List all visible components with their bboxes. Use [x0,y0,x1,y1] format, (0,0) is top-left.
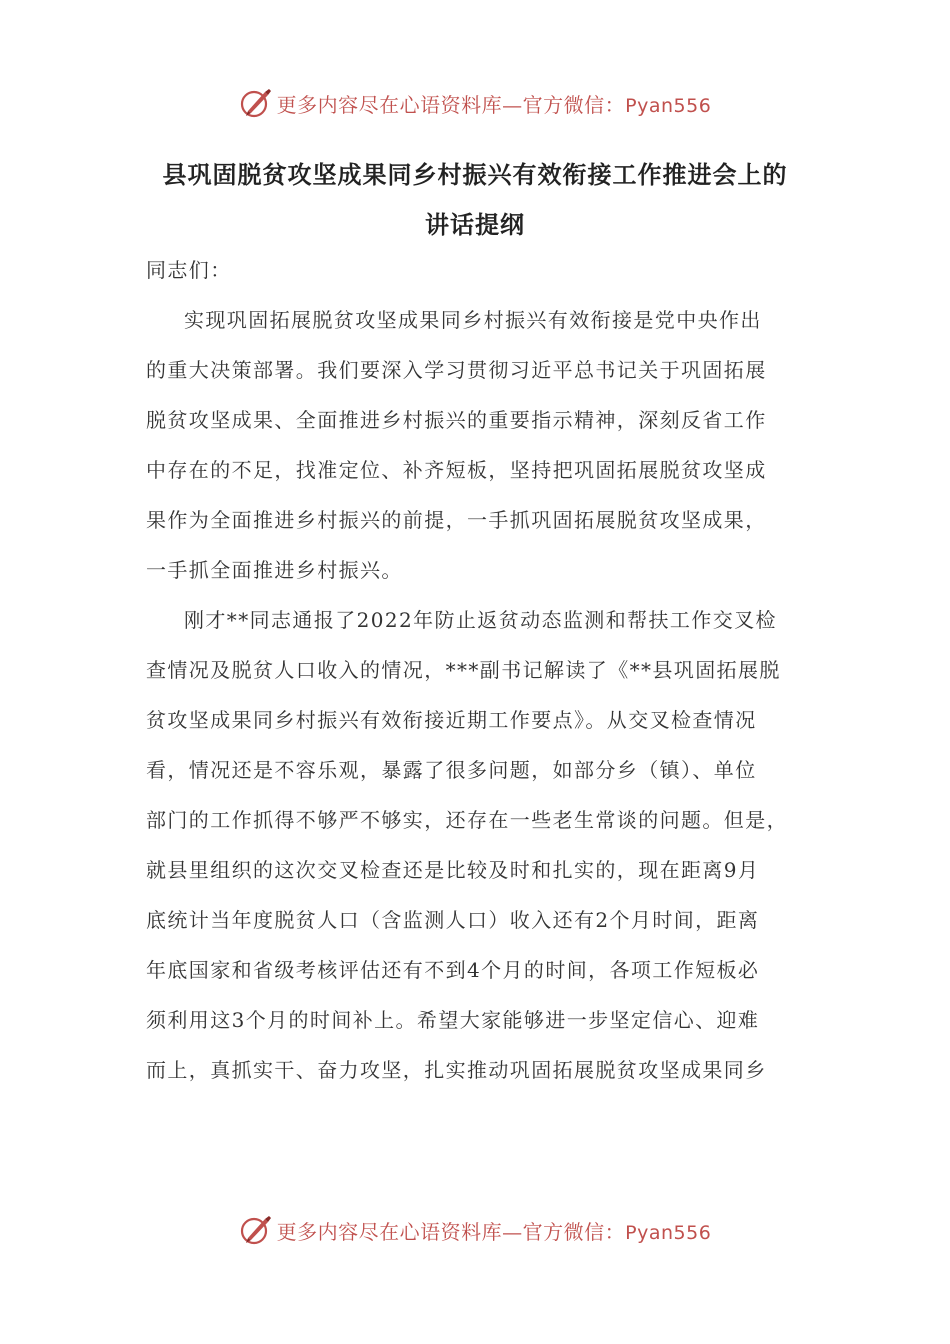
paragraph-line: 查情况及脱贫人口收入的情况，***副书记解读了《**县巩固拓展脱 [146,658,781,682]
paragraph-line: 实现巩固拓展脱贫攻坚成果同乡村振兴有效衔接是党中央作出 [184,308,762,332]
title-line-2: 讲话提纲 [425,210,525,239]
watermark-text: 更多内容尽在心语资料库—官方微信：Pyan556 [276,1219,712,1244]
paragraph-line: 而上，真抓实干、奋力攻坚，扎实推动巩固拓展脱贫攻坚成果同乡 [146,1058,767,1082]
pen-circle-icon [239,86,273,120]
paragraph-line: 刚才**同志通报了2022年防止返贫动态监测和帮扶工作交叉检 [184,608,777,632]
paragraph-line: 底统计当年度脱贫人口（含监测人口）收入还有2个月时间，距离 [146,908,760,932]
paragraph-line: 就县里组织的这次交叉检查还是比较及时和扎实的，现在距离9月 [146,858,760,882]
watermark-text: 更多内容尽在心语资料库—官方微信：Pyan556 [276,92,712,117]
pen-circle-icon [239,1213,273,1247]
paragraph-line: 果作为全面推进乡村振兴的前提，一手抓巩固拓展脱贫攻坚成果， [146,508,767,532]
paragraph-line: 一手抓全面推进乡村振兴。 [146,558,403,582]
document-title [145,150,805,250]
paragraph-line: 贫攻坚成果同乡村振兴有效衔接近期工作要点》。从交叉检查情况 [146,708,757,732]
paragraph-line: 年底国家和省级考核评估还有不到4个月的时间，各项工作短板必 [146,958,760,982]
paragraph-line: 须利用这3个月的时间补上。希望大家能够进一步坚定信心、迎难 [146,1008,760,1032]
paragraph-line: 的重大决策部署。我们要深入学习贯彻习近平总书记关于巩固拓展 [146,358,767,382]
paragraph-line: 看，情况还是不容乐观，暴露了很多问题，如部分乡（镇）、单位 [146,758,757,782]
wechat-id: Pyan556 [625,1221,712,1244]
paragraph-line: 中存在的不足，找准定位、补齐短板，坚持把巩固拓展脱贫攻坚成 [146,458,767,482]
footer-watermark [0,1210,950,1250]
header-watermark [0,83,950,123]
title-line-1: 县巩固脱贫攻坚成果同乡村振兴有效衔接工作推进会上的 [162,160,788,189]
document-body [146,245,806,1095]
wechat-id: Pyan556 [625,94,712,117]
salutation: 同志们： [146,258,232,282]
paragraph-line: 脱贫攻坚成果、全面推进乡村振兴的重要指示精神，深刻反省工作 [146,408,767,432]
paragraph-line: 部门的工作抓得不够严不够实，还存在一些老生常谈的问题。但是， [146,808,788,832]
